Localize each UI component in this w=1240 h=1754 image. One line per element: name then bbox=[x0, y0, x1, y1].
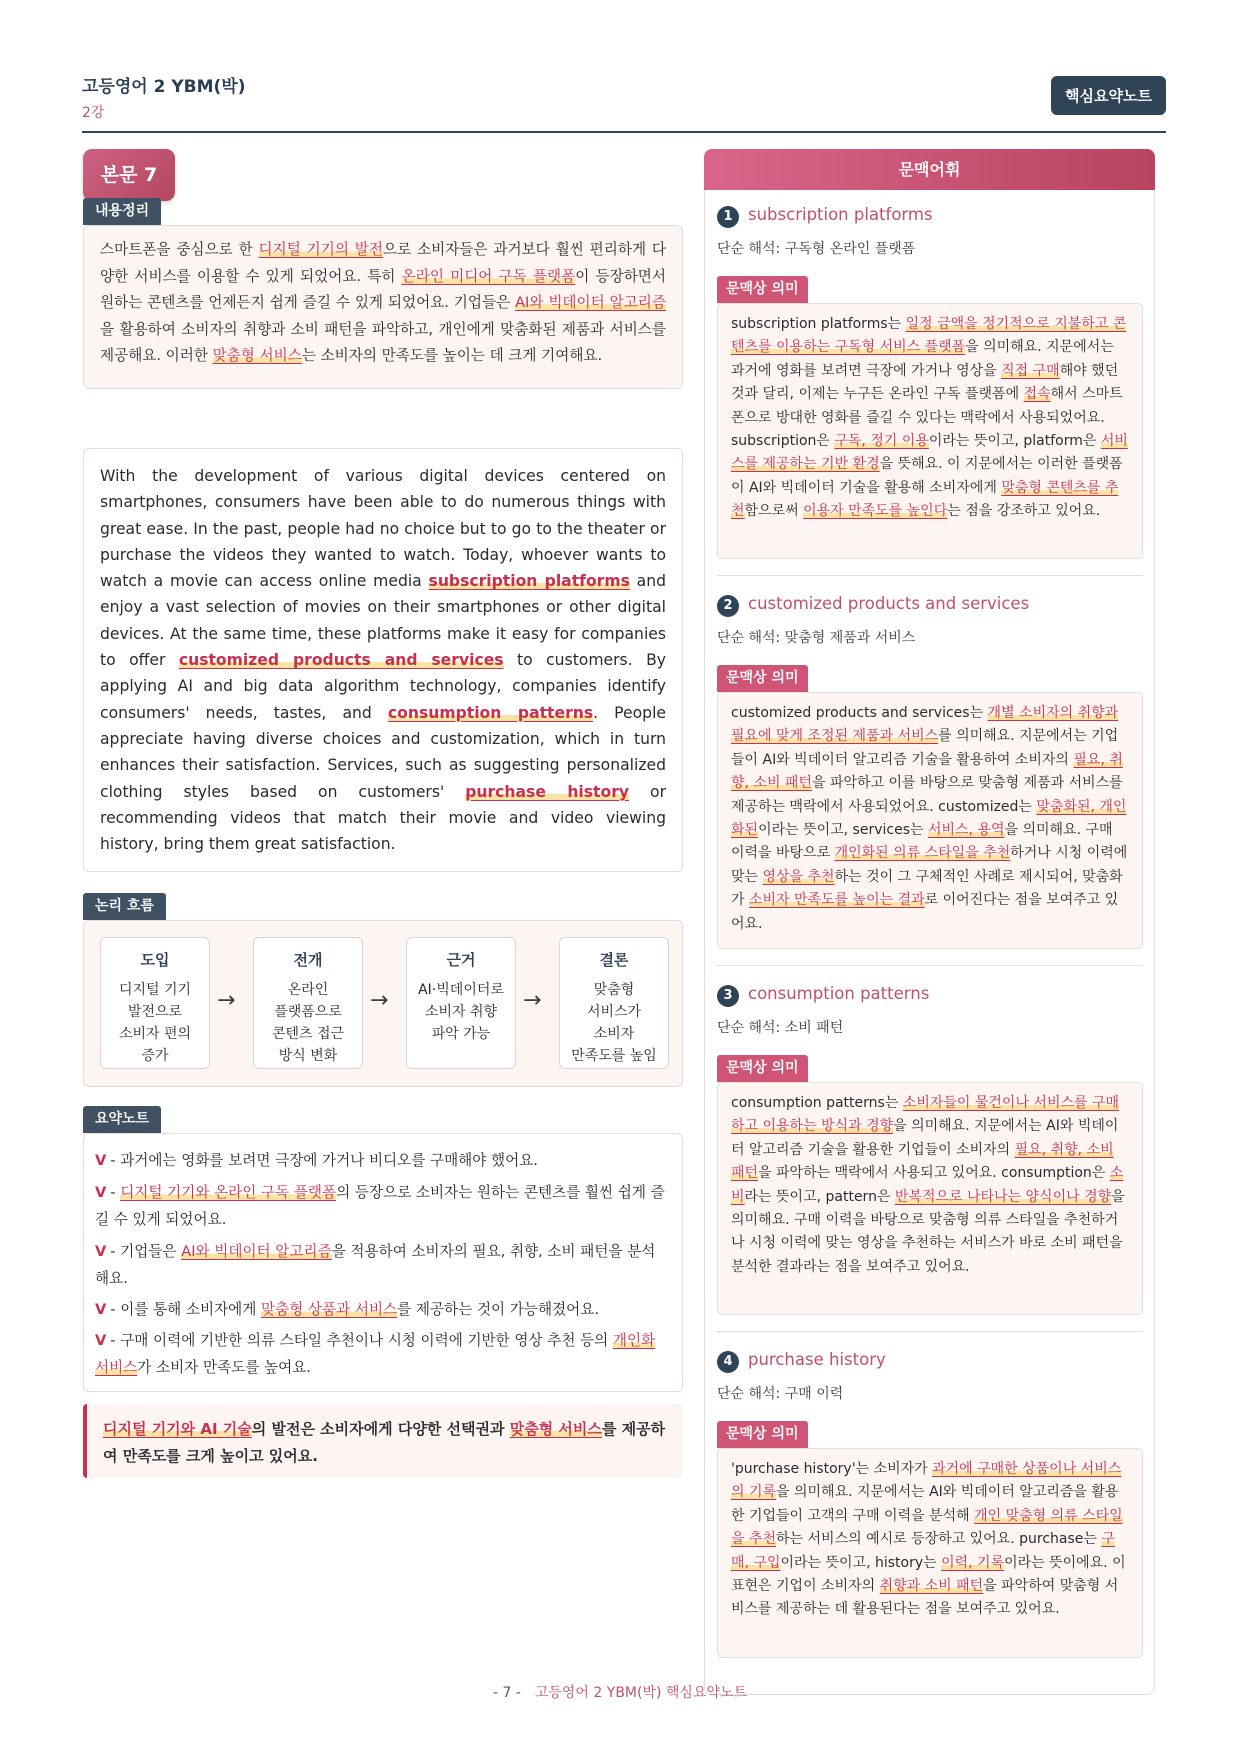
highlighted-phrase: 소비자 만족도를 높이는 결과 bbox=[748, 892, 925, 909]
check-mark-icon: V bbox=[95, 1152, 107, 1169]
content-summary-box bbox=[83, 225, 683, 389]
check-mark-icon: V bbox=[95, 1301, 107, 1318]
vocab-term: consumption patterns bbox=[748, 984, 930, 1003]
content-summary-text: 스마트폰을 중심으로 한 디지털 기기의 발전으로 소비자들은 과거보다 훨씬 편리하게 다양한 서비스를 이용할 수 있게 되었어요. 특히 온라인 미디어 구독 플랫폼이 등장하면서 원하는 콘텐츠를 언제든지 쉽게 즐길 수 있게 되었어요. 기업들은 AI와 빅데이터 알고리즘을 활용하여 소비자의 취향과 소비 패턴을 파악하고, 개인에게 맞춤화된 제품과 서비스를 제공해요. 이러한 맞춤형 서비스는 소비자의 만족도를 높이는 데 크게 기여해요. bbox=[100, 241, 667, 364]
vocab-context-text: customized products and services는 개별 소비자의 취향과 필요에 맞게 조정된 제품과 서비스를 의미해요. 지문에서는 기업들이 AI와 빅데이터 알고리즘 기술을 활용하여 소비자의 필요, 취향, 소비 패턴을 파악하고 이를 바탕으로 맞춤형 제품과 서비스를 제공하는 맥락에서 사용되었어요. customized는 맞춤화된, 개인화된이라는 뜻이고, services는 서비스, 용역을 의미해요. 구매 이력을 바탕으로 개인화된 의류 스타일을 추천하거나 시청 이력에 맞는 영상을 추천하는 것이 그 구체적인 사례로 제시되어, 맞춤화가 소비자 만족도를 높이는 결과로 이어진다는 점을 보여주고 있어요. bbox=[717, 692, 1143, 949]
note-type-badge: 핵심요약노트 bbox=[1051, 76, 1166, 115]
vocab-number-badge: 3 bbox=[717, 985, 739, 1007]
highlighted-phrase: 맞춤형 콘텐츠를 추천 bbox=[731, 479, 1119, 520]
check-mark-icon: V bbox=[95, 1332, 107, 1349]
highlighted-phrase: 디지털 기기와 온라인 구독 플랫폼 bbox=[120, 1184, 337, 1201]
flow-step-title: 전개 bbox=[293, 951, 323, 969]
highlighted-phrase: subscription platforms bbox=[428, 572, 630, 591]
vocab-divider bbox=[717, 1331, 1143, 1332]
header-divider bbox=[82, 131, 1166, 133]
key-conclusion: 디지털 기기와 AI 기술의 발전은 소비자에게 다양한 선택권과 맞춤형 서비스를 제공하여 만족도를 크게 높이고 있어요. bbox=[83, 1404, 683, 1478]
highlighted-phrase: 디지털 기기와 AI 기술 bbox=[103, 1420, 252, 1438]
highlighted-phrase: 맞춤형 상품과 서비스 bbox=[261, 1301, 398, 1318]
note-item bbox=[95, 1147, 665, 1174]
highlighted-phrase: 일정 금액을 정기적으로 지불하고 콘텐츠를 이용하는 구독형 서비스 플랫폼 bbox=[731, 316, 1127, 356]
highlighted-phrase: 소비 bbox=[731, 1165, 1124, 1205]
check-mark-icon: V bbox=[95, 1243, 107, 1260]
vocab-simple-meaning: 단순 해석: 맞춤형 제품과 서비스 bbox=[717, 630, 916, 646]
flow-step-intro bbox=[100, 937, 210, 1069]
highlighted-phrase: 서비스, 용역 bbox=[927, 822, 1005, 839]
vocab-simple-meaning: 단순 해석: 소비 패턴 bbox=[717, 1020, 844, 1036]
note-text: - 이를 통해 소비자에게 맞춤형 상품과 서비스를 제공하는 것이 가능해졌어요. bbox=[110, 1301, 599, 1318]
note-text: - 과거에는 영화를 보려면 극장에 가거나 비디오를 구매해야 했어요. bbox=[110, 1152, 538, 1169]
note-text: - 구매 이력에 기반한 의류 스타일 추천이나 시청 이력에 기반한 영상 추천 등의 개인화 서비스가 소비자 만족도를 높여요. bbox=[95, 1332, 656, 1376]
highlighted-phrase: 취향과 소비 패턴 bbox=[879, 1578, 984, 1595]
highlighted-phrase: 온라인 미디어 구독 플랫폼 bbox=[401, 267, 576, 285]
flow-step-development bbox=[253, 937, 363, 1069]
summary-notes-label: 요약노트 bbox=[83, 1106, 161, 1133]
flow-step-evidence bbox=[406, 937, 516, 1069]
highlighted-phrase: 구매, 구입 bbox=[731, 1531, 1115, 1571]
passage-number-tag: 본문 7 bbox=[83, 149, 175, 201]
flow-step-title: 결론 bbox=[599, 951, 629, 969]
highlighted-phrase: AI와 빅데이터 알고리즘 bbox=[181, 1243, 332, 1260]
lesson-subtitle: 2강 bbox=[82, 105, 105, 121]
flow-step-body: 디지털 기기 발전으로 소비자 편의 증가 bbox=[118, 982, 192, 1064]
highlighted-phrase: 직접 구매 bbox=[1001, 362, 1060, 379]
flow-arrow-icon: → bbox=[217, 988, 236, 1013]
context-meaning-label: 문맥상 의미 bbox=[717, 276, 808, 303]
flow-step-conclusion bbox=[559, 937, 669, 1069]
vocab-divider bbox=[717, 575, 1143, 576]
highlighted-phrase: 이용자 만족도를 높인다 bbox=[803, 503, 948, 520]
highlighted-phrase: 개인화된 의류 스타일을 추천 bbox=[834, 845, 1011, 862]
vocab-term: purchase history bbox=[748, 1350, 886, 1369]
logic-flow-label: 논리 흐름 bbox=[83, 893, 166, 920]
note-item bbox=[95, 1179, 665, 1233]
note-item bbox=[95, 1238, 665, 1292]
highlighted-phrase: 맞춤형 서비스 bbox=[212, 347, 302, 364]
flow-step-title: 도입 bbox=[140, 951, 170, 969]
flow-step-body: 맞춤형 서비스가 소비자 만족도를 높임 bbox=[571, 982, 657, 1064]
note-item bbox=[95, 1327, 665, 1381]
vocab-number-badge: 2 bbox=[717, 595, 739, 617]
highlighted-phrase: 개인 맞춤형 의류 스타일을 추천 bbox=[731, 1507, 1123, 1548]
highlighted-phrase: 이력, 기록 bbox=[941, 1554, 1005, 1571]
highlighted-phrase: 접속 bbox=[1023, 386, 1051, 403]
flow-arrow-icon: → bbox=[370, 988, 389, 1013]
highlighted-phrase: purchase history bbox=[465, 782, 630, 801]
note-text: - 기업들은 AI와 빅데이터 알고리즘을 적용하여 소비자의 필요, 취향, 소비 패턴을 분석해요. bbox=[95, 1243, 656, 1287]
flow-step-body: AI·빅데이터로 소비자 취향 파악 가능 bbox=[418, 982, 504, 1042]
passage-box bbox=[83, 448, 683, 872]
note-text: - 디지털 기기와 온라인 구독 플랫폼의 등장으로 소비자는 원하는 콘텐츠를 훨씬 쉽게 즐길 수 있게 되었어요. bbox=[95, 1184, 665, 1228]
page-footer bbox=[0, 1682, 1240, 1702]
highlighted-phrase: 필요, 취향, 소비 패턴 bbox=[731, 1141, 1114, 1182]
highlighted-phrase: consumption patterns bbox=[387, 703, 594, 722]
vocab-simple-meaning: 단순 해석: 구매 이력 bbox=[717, 1386, 844, 1402]
vocab-context-text: subscription platforms는 일정 금액을 정기적으로 지불하고 콘텐츠를 이용하는 구독형 서비스 플랫폼을 의미해요. 지문에서는 과거에 영화를 보려면 극장에 가거나 영상을 직접 구매해야 했던 것과 달리, 이제는 누구든 온라인 구독 플랫폼에 접속해서 스마트폰으로 방대한 영화를 즐길 수 있다는 맥락에서 사용되었어요. subscription은 구독, 정기 이용이라는 뜻이고, platform은 서비스를 제공하는 기반 환경을 뜻해요. 이 지문에서는 이러한 플랫폼이 AI와 빅데이터 기술을 활용해 소비자에게 맞춤형 콘텐츠를 추천함으로써 이용자 만족도를 높인다는 점을 강조하고 있어요. bbox=[717, 303, 1143, 559]
document-title: 고등영어 2 YBM(박) bbox=[82, 77, 246, 97]
highlighted-phrase: AI와 빅데이터 알고리즘 bbox=[515, 294, 666, 311]
flow-arrow-icon: → bbox=[523, 988, 542, 1013]
vocab-term: subscription platforms bbox=[748, 205, 933, 224]
vocab-context-text: 'purchase history'는 소비자가 과거에 구매한 상품이나 서비스의 기록을 의미해요. 지문에서는 AI와 빅데이터 알고리즘을 활용한 기업들이 고객의 구매 이력을 분석해 개인 맞춤형 의류 스타일을 추천하는 서비스의 예시로 등장하고 있어요. purchase는 구매, 구입이라는 뜻이고, history는 이력, 기록이라는 뜻이에요. 이 표현은 기업이 소비자의 취향과 소비 패턴을 파악하여 맞춤형 서비스를 제공하는 데 활용된다는 점을 보여주고 있어요. bbox=[717, 1448, 1143, 1658]
footer-title: 고등영어 2 YBM(박) 핵심요약노트 bbox=[534, 1685, 748, 1701]
context-meaning-label: 문맥상 의미 bbox=[717, 1055, 808, 1082]
note-item bbox=[95, 1296, 665, 1323]
highlighted-phrase: 구독, 정기 이용 bbox=[834, 433, 929, 450]
check-mark-icon: V bbox=[95, 1184, 107, 1201]
vocab-term: customized products and services bbox=[748, 594, 1030, 613]
highlighted-phrase: 맞춤형 서비스 bbox=[509, 1420, 602, 1438]
context-meaning-label: 문맥상 의미 bbox=[717, 665, 808, 692]
vocab-number-badge: 1 bbox=[717, 206, 739, 228]
flow-step-title: 근거 bbox=[446, 951, 476, 969]
highlighted-phrase: 반복적으로 나타나는 양식이나 경향 bbox=[894, 1188, 1112, 1205]
highlighted-phrase: 과거에 구매한 상품이나 서비스의 기록 bbox=[731, 1461, 1122, 1501]
highlighted-phrase: 맞춤화된, 개인화된 bbox=[731, 798, 1127, 839]
highlighted-phrase: 개별 소비자의 취향과 필요에 맞게 조정된 제품과 서비스 bbox=[731, 705, 1119, 745]
highlighted-phrase: 필요, 취향, 소비 패턴 bbox=[731, 751, 1123, 792]
context-meaning-label: 문맥상 의미 bbox=[717, 1421, 808, 1448]
highlighted-phrase: 서비스를 제공하는 기반 환경 bbox=[731, 433, 1128, 473]
page-number: - 7 - bbox=[492, 1685, 521, 1701]
passage-text: With the development of various digital devices centered on smartphones, consumers have been able to do numerous things with great ease. In the past, people had no choice but to go to the theater or purchase the videos they wanted to watch. Today, whoever wants to watch a movie can access online media subscription platforms and enjoy a vast selection of movies on their smartphones or other digital devices. At the same time, these platforms make it easy for companies to offer customized products and services to customers. By applying AI and big data algorithm technology, companies identify consumers' needs, tastes, and consumption patterns. People appreciate having diverse choices and customization, which in turn enhances their satisfaction. Services, such as suggesting personalized clothing styles based on customers' purchase history or recommending videos that match their movie and video viewing history, bring them great satisfaction. bbox=[100, 467, 667, 854]
highlighted-phrase: customized products and services bbox=[178, 651, 504, 670]
vocab-divider bbox=[717, 965, 1143, 966]
vocab-number-badge: 4 bbox=[717, 1351, 739, 1373]
vocab-context-text: consumption patterns는 소비자들이 물건이나 서비스를 구매하고 이용하는 방식과 경향을 의미해요. 지문에서는 AI와 빅데이터 알고리즘 기술을 활용한 기업들이 소비자의 필요, 취향, 소비 패턴을 파악하는 맥락에서 사용되고 있어요. consumption은 소비라는 뜻이고, pattern은 반복적으로 나타나는 양식이나 경향을 의미해요. 구매 이력을 바탕으로 맞춤형 의류 스타일을 추천하거나 시청 이력에 맞는 영상을 추천하는 서비스가 바로 소비 패턴을 분석한 결과라는 점을 보여주고 있어요. bbox=[717, 1082, 1143, 1315]
vocab-panel-title: 문맥어휘 bbox=[704, 149, 1155, 190]
highlighted-phrase: 개인화 서비스 bbox=[95, 1332, 656, 1376]
vocab-simple-meaning: 단순 해석: 구독형 온라인 플랫폼 bbox=[717, 241, 916, 257]
highlighted-phrase: 소비자들이 물건이나 서비스를 구매하고 이용하는 방식과 경향 bbox=[731, 1095, 1120, 1135]
content-summary-label: 내용정리 bbox=[83, 198, 161, 225]
highlighted-phrase: 디지털 기기의 발전 bbox=[258, 241, 384, 258]
flow-step-body: 온라인 플랫폼으로 콘텐츠 접근 방식 변화 bbox=[271, 982, 345, 1064]
highlighted-phrase: 영상을 추천 bbox=[762, 868, 835, 885]
